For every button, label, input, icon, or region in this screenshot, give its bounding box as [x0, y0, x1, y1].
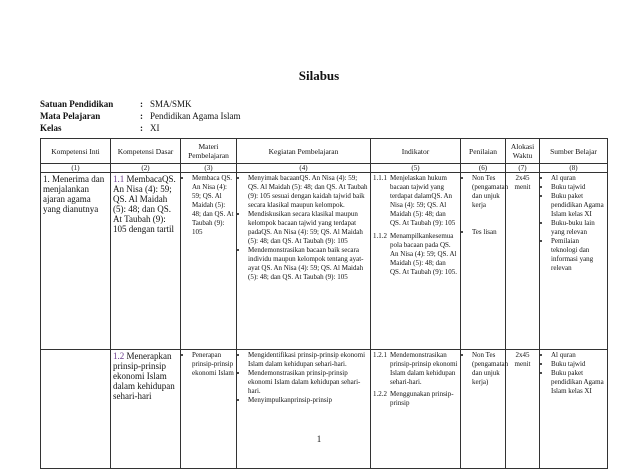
indikator-cell — [371, 173, 461, 350]
indikator-number: 1.1.2 — [373, 232, 387, 240]
sumber-item: • Buku paket pendidikan Agama Islam kelas XI — [551, 369, 605, 396]
header-cell: Kegiatan Pembelajaran — [237, 139, 371, 164]
header-cell: Materi Pembelajaran — [181, 139, 237, 164]
indikator-cell — [371, 350, 461, 469]
indikator-text: Menjelaskan hukum bacaan tajwid yang terdapat dalamQS. An Nisa (4): 59; QS. Al Maidah (5): 48; dan QS. At Taubah (9): 105 — [390, 174, 456, 227]
meta-row-kelas — [40, 122, 240, 134]
kegiatan-item: • Menyimak bacaanQS. An Nisa (4): 59; QS. Al Maidah (5): 48; dan QS. At Taubah (9): 105 sesuai dengan kaidah tajwid baik secara klasikal maupun kelompok. — [248, 174, 368, 210]
kd-cell — [111, 173, 181, 350]
sumber-cell — [540, 350, 608, 469]
meta-row-mapel — [40, 110, 240, 122]
header-cell: Kompetensi Inti — [41, 139, 111, 164]
header-number: (8) — [540, 164, 608, 173]
header-cell: Penilaian — [461, 139, 506, 164]
penilaian-item: • Tes lisan — [472, 228, 503, 237]
ki-cell — [41, 350, 111, 469]
header-cell: Kompetensi Dasar — [111, 139, 181, 164]
materi-item: • Membaca QS. An Nisa (4): 59; QS. Al Maidah (5): 48; dan QS. At Taubah (9): 105 — [192, 174, 234, 237]
meta-row-satuan — [40, 98, 240, 110]
materi-cell — [181, 350, 237, 469]
penilaian-item: • Non Tes (pengamatan dan unjuk kerja — [472, 174, 503, 210]
kd-number: 1.2 — [113, 351, 125, 361]
indikator-item — [373, 390, 458, 408]
kegiatan-cell — [237, 173, 371, 350]
kegiatan-item: • Mendiskusikan secara klasikal maupun kelompok bacaan tajwid yang terdapat padaQS. An Nisa (4): 59; QS. Al Maidah (5): 48; dan QS. At Taubah (9): 105 — [248, 210, 368, 246]
kegiatan-item: • Mendemonstrasikan prinsip-prinsip ekonomi Islam dalam kehidupan sehari-hari. — [248, 369, 368, 396]
header-number: (5) — [371, 164, 461, 173]
meta-key: Satuan Pendidikan — [40, 99, 114, 109]
header-cell: Indikator — [371, 139, 461, 164]
header-number: (7) — [506, 164, 540, 173]
sumber-item: • Buku tajwid — [551, 183, 605, 192]
document-meta — [40, 98, 240, 134]
header-number: (1) — [41, 164, 111, 173]
sumber-item: • Buku tajwid — [551, 360, 605, 369]
meta-sep: : — [140, 111, 143, 121]
alokasi-cell: 2x45 menit — [506, 350, 540, 469]
meta-sep: : — [140, 123, 143, 133]
kd-cell — [111, 350, 181, 469]
penilaian-cell — [461, 350, 509, 469]
indikator-item — [373, 174, 458, 228]
meta-value: Pendidikan Agama Islam — [150, 111, 241, 121]
sumber-item: • Buku-buku lain yang relevan — [551, 219, 605, 237]
header-cell: Sumber Belajar — [540, 139, 608, 164]
header-cell: Alokasi Waktu — [506, 139, 540, 164]
indikator-text: Menggunakan prinsip-prinsip — [390, 390, 454, 407]
kegiatan-item: • Mendemonstrasikan bacaan baik secara individu maupun kelompok tentang ayat-ayat QS. An Nisa (4): 59; QS. Al Maidah (5): 48; dan QS. At Taubah (9): 105 — [248, 246, 368, 282]
penilaian-item: • Non Tes (pengamatan dan unjuk kerja) — [472, 351, 503, 387]
sumber-item: • Al quran — [551, 174, 605, 183]
sumber-item: • Al quran — [551, 351, 605, 360]
sumber-item: • Buku paket pendidikan Agama Islam kelas XI — [551, 192, 605, 219]
alokasi-cell: 2x45 menit — [506, 173, 540, 350]
page-number: 1 — [316, 434, 322, 444]
indikator-text: Menampilkankesemua pola bacaan pada QS. An Nisa (4): 59; QS. Al Maidah (5): 48; dan QS. At Taubah (9): 105. — [390, 232, 458, 276]
indikator-item — [373, 351, 458, 387]
kegiatan-cell — [237, 350, 371, 469]
ki-cell: 1. Menerima dan menjalankan ajaran agama yang dianutnya — [41, 173, 111, 350]
indikator-number: 1.2.1 — [373, 351, 387, 359]
sumber-cell — [540, 173, 608, 350]
meta-value: XI — [150, 123, 160, 133]
kegiatan-item: • Menyimpulkanprinsip-prinsip — [248, 396, 368, 405]
meta-value: SMA/SMK — [150, 99, 192, 109]
kd-text: Menerapkan prinsip-prinsip ekonomi Islam dalam kehidupan sehari-hari — [113, 351, 175, 401]
kd-text: MembacaQS. An Nisa (4): 59; QS. Al Maidah (5): 48; dan QS. At Taubah (9): 105 dengan tartil — [113, 174, 176, 234]
meta-sep: : — [140, 99, 143, 109]
materi-item: • Penerapan prinsip-prinsip ekonomi Islam — [192, 351, 234, 378]
indikator-text: Mendemonstrasikan prinsip-prinsip ekonomi Islam dalam kehidupan sehari-hari. — [390, 351, 458, 386]
sumber-item: • Pemilaian teknologi dan informasi yang relevan — [551, 237, 605, 273]
indikator-number: 1.2.2 — [373, 390, 387, 398]
penilaian-cell — [461, 173, 509, 350]
header-number: (4) — [237, 164, 371, 173]
header-number-row — [41, 164, 608, 173]
kegiatan-item: • Mengidentifikasi prinsip-prinsip ekonomi Islam dalam kehidupan sehari-hari. — [248, 351, 368, 369]
header-number: (6) — [461, 164, 506, 173]
header-row — [41, 139, 608, 164]
syllabus-table — [40, 138, 608, 469]
meta-key: Mata Pelajaran — [40, 111, 101, 121]
kd-number: 1.1 — [113, 174, 125, 184]
indikator-number: 1.1.1 — [373, 174, 387, 182]
table-row — [41, 173, 608, 350]
header-number: (3) — [181, 164, 237, 173]
table-row — [41, 350, 608, 469]
meta-key: Kelas — [40, 123, 62, 133]
header-number: (2) — [111, 164, 181, 173]
indikator-item — [373, 232, 458, 277]
page-title: Silabus — [298, 68, 340, 83]
materi-cell — [181, 173, 237, 350]
